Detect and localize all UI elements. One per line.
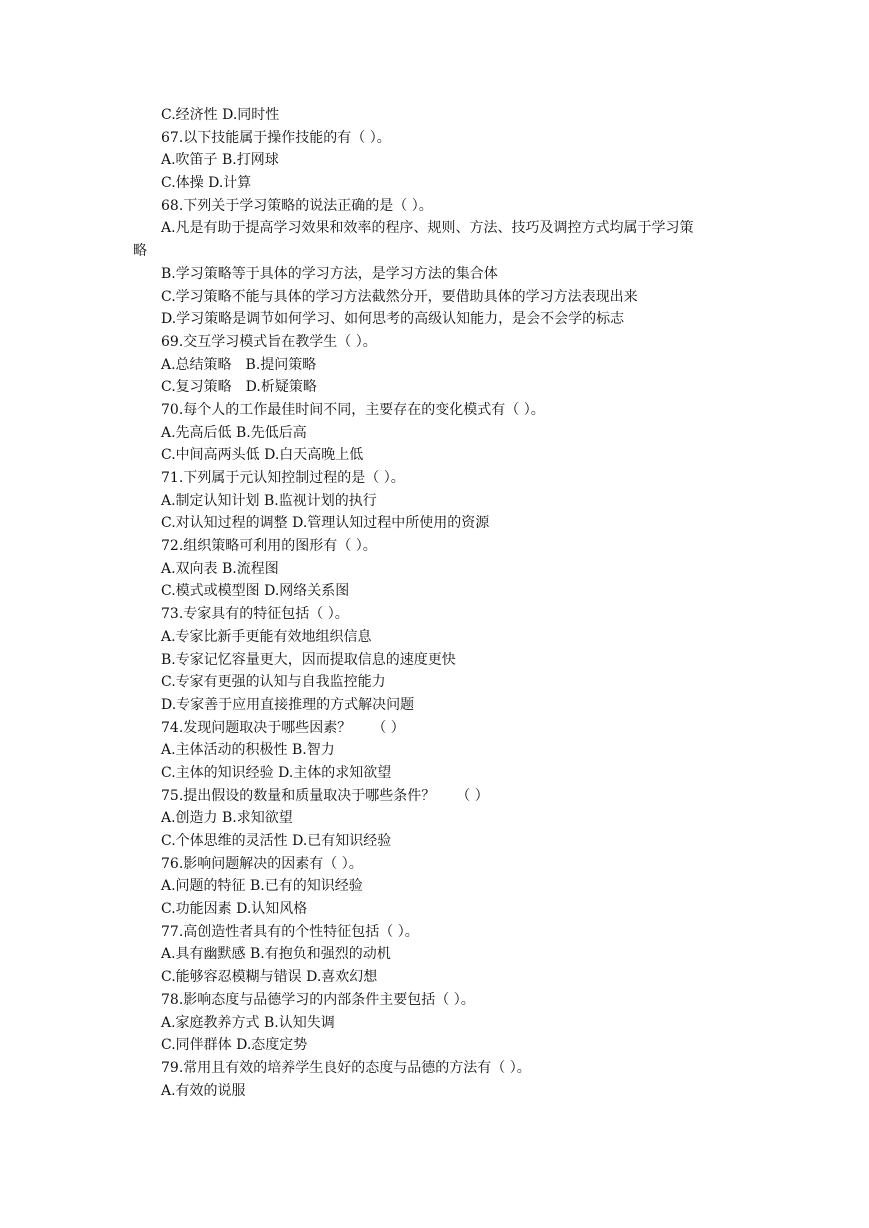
text-line: A.制定认知计划 B.监视计划的执行 <box>161 492 377 509</box>
text-line: A.吹笛子 B.打网球 <box>161 152 279 169</box>
question-74: 74.发现问题取决于哪些因素？ （ ） <box>161 719 405 736</box>
text-line: B.学习策略等于具体的学习方法，是学习方法的集合体 <box>161 265 498 282</box>
text-line: C.模式或模型图 D.网络关系图 <box>161 583 350 600</box>
text-line: D.专家善于应用直接推理的方式解决问题 <box>161 696 415 713</box>
text-line: A.有效的说服 <box>161 1082 246 1099</box>
text-line: C.个体思维的灵活性 D.已有知识经验 <box>161 833 392 849</box>
question-69: 69.交互学习模式旨在教学生（ ）。 <box>161 333 377 350</box>
question-77: 77.高创造性者具有的个性特征包括（ ）。 <box>161 923 419 940</box>
document-body <box>0 104 869 1102</box>
question-73: 73.专家具有的特征包括（ ）。 <box>161 606 349 623</box>
text-line: C.中间高两头低 D.白天高晚上低 <box>161 447 364 464</box>
text-line: A.具有幽默感 B.有抱负和强烈的动机 <box>161 946 391 963</box>
text-line: C.能够容忍模糊与错误 D.喜欢幻想 <box>161 969 378 986</box>
text-line: C.学习策略不能与具体的学习方法截然分开，要借助具体的学习方法表现出来 <box>161 288 638 305</box>
text-line: A.主体活动的积极性 B.智力 <box>161 742 335 759</box>
text-line: C.功能因素 D.认知风格 <box>161 901 308 918</box>
text-line: A.先高后低 B.先低后高 <box>161 424 307 441</box>
text-line: A.家庭教养方式 B.认知失调 <box>161 1014 335 1031</box>
text-line: A.总结策略 B.提问策略 <box>161 356 317 373</box>
text-line: C.经济性 D.同时性 <box>161 107 280 123</box>
question-75: 75.提出假设的数量和质量取决于哪些条件？ （ ） <box>161 787 489 804</box>
text-line: A.双向表 B.流程图 <box>161 560 279 577</box>
text-line: C.主体的知识经验 D.主体的求知欲望 <box>161 764 392 781</box>
question-76: 76.影响问题解决的因素有（ ）。 <box>161 855 363 872</box>
question-72: 72.组织策略可利用的图形有（ ）。 <box>161 538 377 555</box>
text-line: A.创造力 B.求知欲望 <box>161 810 293 827</box>
text-line-continuation: 略 <box>133 243 147 260</box>
question-79: 79.常用且有效的培养学生良好的态度与品德的方法有（ ）。 <box>161 1059 531 1076</box>
text-line: C.体操 D.计算 <box>161 175 252 192</box>
question-68: 68.下列关于学习策略的说法正确的是（ ）。 <box>161 197 433 214</box>
text-line: A.问题的特征 B.已有的知识经验 <box>161 878 363 895</box>
text-line: C.复习策略 D.析疑策略 <box>161 379 317 396</box>
question-78: 78.影响态度与品德学习的内部条件主要包括（ ）。 <box>161 991 475 1008</box>
text-line: C.专家有更强的认知与自我监控能力 <box>161 674 386 691</box>
question-70: 70.每个人的工作最佳时间不同，主要存在的变化模式有（ ）。 <box>161 401 545 418</box>
question-67: 67.以下技能属于操作技能的有（ ）。 <box>161 129 391 146</box>
text-line: A.凡是有助于提高学习效果和效率的程序、规则、方法、技巧及调控方式均属于学习策 <box>161 220 694 237</box>
question-71: 71.下列属于元认知控制过程的是（ ）。 <box>161 470 405 486</box>
text-line: A.专家比新手更能有效地组织信息 <box>161 628 372 645</box>
text-line: D.学习策略是调节如何学习、如何思考的高级认知能力，是会不会学的标志 <box>161 311 625 328</box>
text-line: B.专家记忆容量更大，因而提取信息的速度更快 <box>161 651 456 668</box>
text-line: C.对认知过程的调整 D.管理认知过程中所使用的资源 <box>161 515 490 532</box>
text-line: C.同伴群体 D.态度定势 <box>161 1037 308 1054</box>
